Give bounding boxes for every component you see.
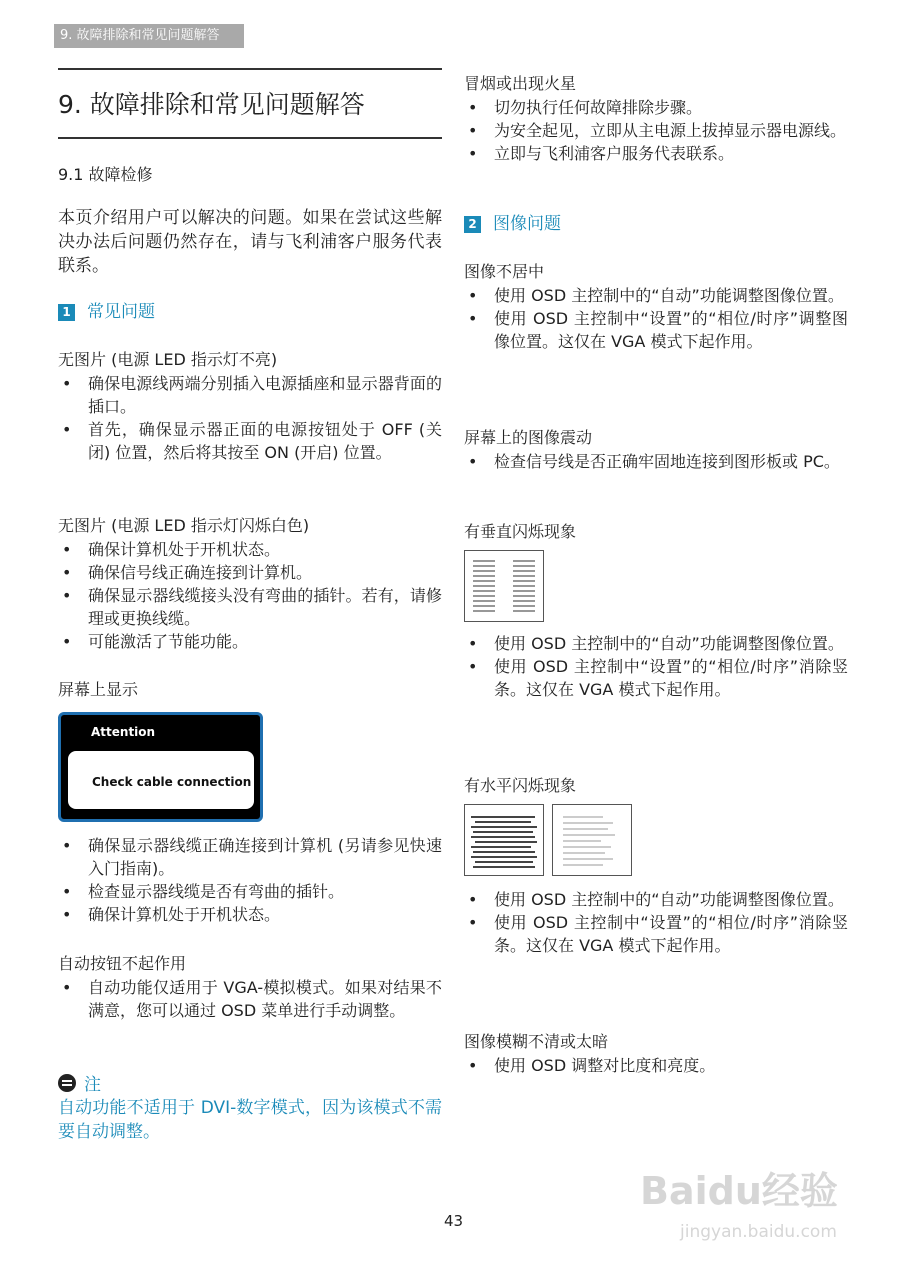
list-vibrating [464, 450, 848, 473]
subheading-horizontal-flicker: 有水平闪烁现象 [464, 776, 577, 795]
list-item: • 确保显示器线缆接头没有弯曲的插针。若有，请修理或更换线缆。 [58, 584, 442, 630]
list-item: • 使用 OSD 主控制中“设置”的“相位/时序”消除竖条。这仅在 VGA 模式下起作用。 [464, 911, 848, 957]
clean-lines-graphic [553, 805, 631, 875]
section-image-title [464, 212, 561, 236]
list-item: • 立即与飞利浦客户服务代表联系。 [464, 142, 848, 165]
list-item: • 确保计算机处于开机状态。 [58, 538, 442, 561]
horizontal-noise-graphic [465, 805, 543, 875]
page-number: 43 [444, 1212, 464, 1230]
section-heading: 9.1 故障检修 [58, 165, 153, 184]
section-common-label: 常见问题 [87, 302, 155, 322]
subheading-not-centered: 图像不居中 [464, 262, 545, 281]
list-item: • 可能激活了节能功能。 [58, 630, 442, 653]
list-no-picture-led-off [58, 372, 442, 464]
subheading-blurry: 图像模糊不清或太暗 [464, 1032, 609, 1051]
list-blurry [464, 1054, 848, 1077]
list-item: • 使用 OSD 主控制中的“自动”功能调整图像位置。 [464, 284, 848, 307]
note-heading [58, 1070, 101, 1095]
intro-paragraph: 本页介绍用户可以解决的问题。如果在尝试这些解决办法后问题仍然存在，请与飞利浦客户服务代表联系。 [58, 208, 442, 276]
divider [58, 137, 442, 139]
list-item: • 检查显示器线缆是否有弯曲的插针。 [58, 880, 442, 903]
section-number-badge: 2 [464, 216, 481, 233]
divider [58, 68, 442, 70]
list-auto-button [58, 976, 442, 1022]
note-text: 自动功能不适用于 DVI-数字模式，因为该模式不需要自动调整。 [58, 1098, 442, 1142]
subheading-vibrating: 屏幕上的图像震动 [464, 428, 593, 447]
list-item: • 检查信号线是否正确牢固地连接到图形板或 PC。 [464, 450, 848, 473]
subheading-no-picture-led-off: 无图片 (电源 LED 指示灯不亮) [58, 350, 278, 369]
list-item: • 使用 OSD 主控制中“设置”的“相位/时序”消除竖条。这仅在 VGA 模式下起作用。 [464, 655, 848, 701]
list-item: • 确保信号线正确连接到计算机。 [58, 561, 442, 584]
list-item: • 使用 OSD 主控制中的“自动”功能调整图像位置。 [464, 888, 848, 911]
list-item: • 使用 OSD 主控制中的“自动”功能调整图像位置。 [464, 632, 848, 655]
note-icon [58, 1074, 76, 1092]
chapter-title: 9. 故障排除和常见问题解答 [58, 90, 365, 119]
subheading-auto-button: 自动按钮不起作用 [58, 954, 187, 973]
list-vertical-flicker [464, 632, 848, 701]
attention-dialog-illustration [58, 712, 263, 822]
note-label: 注 [84, 1075, 101, 1095]
horizontal-flicker-thumbnail-clean [552, 804, 632, 876]
horizontal-flicker-thumbnail-noisy [464, 804, 544, 876]
vertical-flicker-thumbnail [464, 550, 544, 622]
list-item: • 使用 OSD 调整对比度和亮度。 [464, 1054, 848, 1077]
list-item: • 自动功能仅适用于 VGA-模拟模式。如果对结果不满意，您可以通过 OSD 菜单进行手动调整。 [58, 976, 442, 1022]
list-item: • 首先，确保显示器正面的电源按钮处于 OFF (关闭) 位置，然后将其按至 ON (开启) 位置。 [58, 418, 442, 464]
list-smoke [464, 96, 848, 165]
attention-message: Check cable connection [68, 751, 254, 809]
running-header: 9. 故障排除和常见问题解答 [54, 24, 244, 48]
section-image-label: 图像问题 [493, 214, 561, 234]
attention-title: Attention [91, 725, 156, 739]
subheading-screen-display: 屏幕上显示 [58, 680, 139, 699]
subheading-no-picture-led-white: 无图片 (电源 LED 指示灯闪烁白色) [58, 516, 310, 535]
list-item: • 切勿执行任何故障排除步骤。 [464, 96, 848, 119]
list-screen-display [58, 834, 442, 926]
list-item: • 为安全起见，立即从主电源上拔掉显示器电源线。 [464, 119, 848, 142]
baidu-watermark-url: jingyan.baidu.com [680, 1222, 837, 1242]
baidu-watermark-brand: Baidu经验 [640, 1169, 838, 1213]
list-not-centered [464, 284, 848, 353]
list-item: • 确保显示器线缆正确连接到计算机 (另请参见快速入门指南)。 [58, 834, 442, 880]
list-item: • 确保计算机处于开机状态。 [58, 903, 442, 926]
list-no-picture-led-white [58, 538, 442, 653]
list-item: • 确保电源线两端分别插入电源插座和显示器背面的插口。 [58, 372, 442, 418]
subheading-vertical-flicker: 有垂直闪烁现象 [464, 522, 577, 541]
list-item: • 使用 OSD 主控制中“设置”的“相位/时序”调整图像位置。这仅在 VGA 模式下起作用。 [464, 307, 848, 353]
subheading-smoke: 冒烟或出现火星 [464, 74, 577, 93]
section-number-badge: 1 [58, 304, 75, 321]
vertical-stripes-graphic [465, 551, 543, 621]
section-common-title [58, 300, 155, 324]
list-horizontal-flicker [464, 888, 848, 957]
